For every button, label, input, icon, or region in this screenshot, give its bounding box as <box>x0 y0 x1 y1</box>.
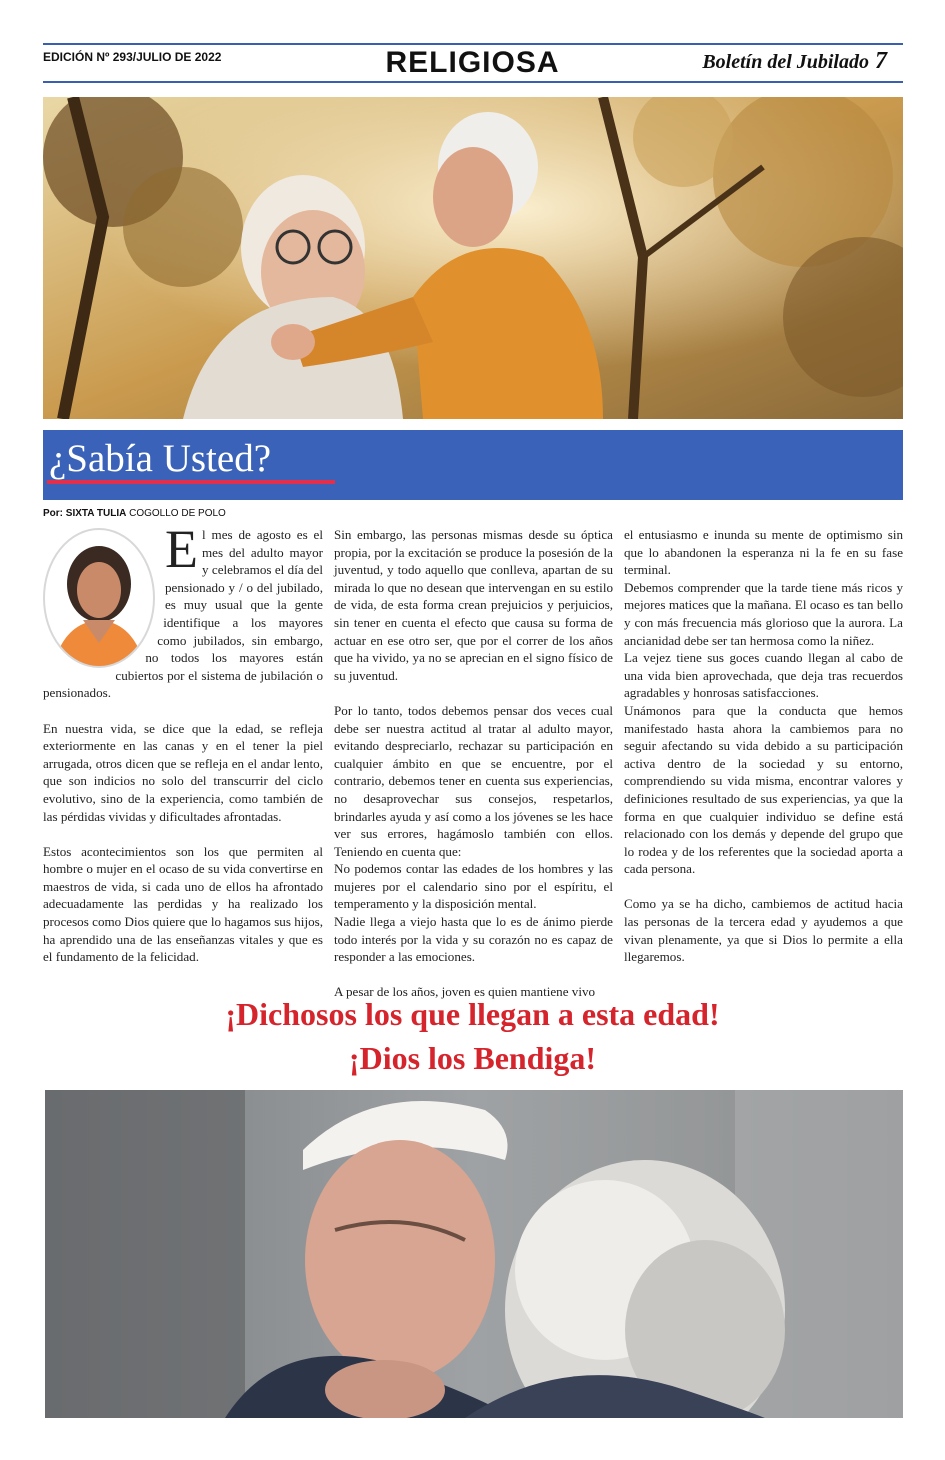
elderly-couple-dancing-photo <box>43 97 903 419</box>
byline-name: COGOLLO DE POLO <box>129 508 226 519</box>
paragraph: La vejez tiene sus goces cuando llegan al cabo de una vida bien aprovechada, que deja tras recuerdos agradables y honrosas satisfacciones. <box>624 650 903 701</box>
author-portrait <box>43 528 155 668</box>
paragraph: l mes de agosto es el mes del adulto mayor y celebramos el día del pensionado y / o del jubilado, es muy usual que la gente identifique a los mayores como jubilados, sin embargo, no todos los mayores están cubiertos por el sistema de jubilación o pensionados. <box>43 527 323 701</box>
paragraph: Como ya se ha dicho, cambiemos de actitud hacia las personas de la tercera edad y ayudemos a que vivan plenamente, ya que si Dios lo permite a ella llegaremos. <box>624 896 903 965</box>
paragraph: No podemos contar las edades de los hombres y las mujeres por el calendario sino por el espíritu, el temperamento y la disposición mental. <box>334 861 613 912</box>
paragraph: Estos acontecimientos son los que permiten al hombre o mujer en el ocaso de su vida convertirse en maestros de vida, si cada uno de ellos ha afrontado adecuadamente las perdidas y ha realizado los procesos como Dios quiere que lo hagamos sus hijos, ha aprendido una de las enseñanzas vitales y que es el fundamento de la felicidad. <box>43 843 323 965</box>
paragraph: Por lo tanto, todos debemos pensar dos veces cual debe ser nuestra actitud al tratar al adulto mayor, evitando despreciarlo, rechazar su participación en cualquier ámbito en que se encuentre, por el contrario, debemos tener en cuenta sus experiencias, no desaprovechar sus consejos, respetarlos, brindarles ayuda y así como a los jóvenes se les hace ver sus errores, hagámoslo también con ellos. Teniendo en cuenta que: <box>334 702 613 859</box>
banner-underline <box>47 480 335 484</box>
paragraph: Nadie llega a viejo hasta que lo es de ánimo pierde todo interés por la vida y su corazón no es capaz de responder a las emociones. <box>334 914 613 965</box>
section-banner <box>43 430 903 500</box>
paragraph: Sin embargo, las personas mismas desde su óptica propia, por la excitación se produce la posesión de la juventud, y todo aquello que conlleva, apartan de su mirada lo que no desean que intervengan en su estilo de vida, de esta forma crean prejuicios y perjuicios, sin tener en cuenta el efecto que causa su forma de actuar en ese otro ser, que por el correr de los años que ha vivido, ya no se aprecian en el signo físico de su juventud. <box>334 527 613 683</box>
closing-headline-2: ¡Dios los Bendiga! <box>348 1040 597 1076</box>
banner-title: ¿Sabía Usted? <box>49 437 272 480</box>
publication-name: Boletín del Jubilado <box>702 51 869 73</box>
paragraph: A pesar de los años, joven es quien mantiene vivo <box>334 984 596 1000</box>
pope-embrace-photo <box>45 1090 903 1418</box>
article-column-3 <box>624 526 903 983</box>
paragraph: el entusiasmo e inunda su mente de optimismo sin que lo abandonen la esperanza ni la fe en su fase terminal. <box>624 527 903 578</box>
page-number: 7 <box>875 48 887 74</box>
paragraph: Unámonos para que la conducta que hemos manifestado hasta ahora la cambiemos para no seguir afectando su vida debido a su participación activa dentro de la sociedad y su entorno, comprendiendo su vida misma, encontrar valores y definiciones resultado de sus experiencias, ya que la forma en que cualquier individuo se define está relacionado con los demás y depende del grupo que lo rodea y de los referentes que la sociedad aporta a cada persona. <box>624 702 903 877</box>
edition-label: EDICIÓN Nº 293/JULIO DE 2022 <box>43 50 222 64</box>
closing-headline-1: ¡Dichosos los que llegan a esta edad! <box>225 996 720 1032</box>
header-bottom-rule <box>43 81 903 83</box>
article-column-1 <box>43 519 323 983</box>
publication-brand <box>702 48 887 75</box>
paragraph: Debemos comprender que la tarde tiene más ricos y mejores matices que la mañana. El ocaso es tan bello y con más frecuencia más glorioso que la aurora. La ancianidad debe ser tan hermosa como la niñez. <box>624 579 903 648</box>
section-title: RELIGIOSA <box>385 46 560 79</box>
author-byline <box>43 508 226 519</box>
header-top-rule <box>43 43 903 45</box>
article-column-2 <box>334 526 613 1019</box>
byline-prefix: Por: SIXTA TULIA <box>43 508 127 519</box>
drop-cap: E <box>165 519 198 579</box>
paragraph: En nuestra vida, se dice que la edad, se refleja exteriormente en las canas y en el tener la piel arrugada, otros dicen que se refleja en el andar lento, que son indicios no solo del transcurrir del ciclo evolutivo, sino de la experiencia, como también de las pérdidas vividas y dificultades afrontadas. <box>43 720 323 824</box>
